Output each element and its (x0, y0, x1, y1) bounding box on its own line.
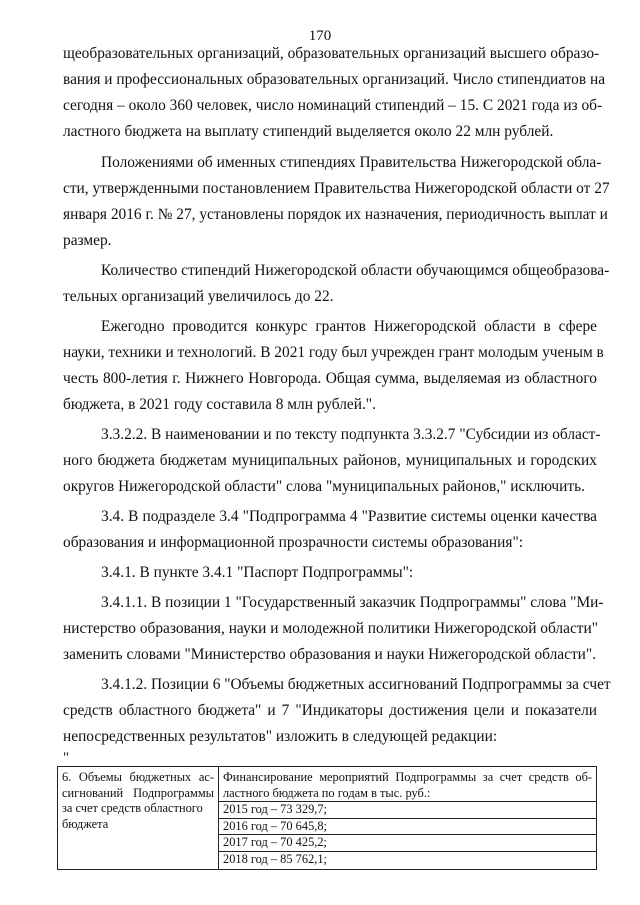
content-line: Финансирование мероприятий Подпрограммы за счет средств об- (223, 770, 592, 784)
year-amount: 2015 год – 73 329,7; (219, 801, 596, 818)
text-line: января 2016 г. № 27, установлены порядок их назначения, периодичность выплат и (63, 206, 608, 223)
text-line: нистерство образования, науки и молодежной политики Нижегородской области" (63, 620, 599, 637)
text-line: вания и профессиональных образовательных организаций. Число стипендиатов на (63, 71, 606, 88)
text-line: 3.4. В подразделе 3.4 "Подпрограмма 4 "Развитие системы оценки качества (101, 508, 597, 525)
text-line: заменить словами "Министерство образования и науки Нижегородской области". (63, 646, 597, 663)
text-line: ластного бюджета на выплату стипендий выделяется около 22 млн рублей. (63, 123, 554, 140)
text-line: образования и информационной прозрачности системы образования": (63, 534, 524, 551)
text-line: Положениями об именных стипендиях Правительства Нижегородской обла- (101, 154, 602, 171)
text-line: щеобразовательных организаций, образовательных организаций высшего образо- (63, 45, 600, 62)
year-amount: 2018 год – 85 762,1; (219, 851, 596, 868)
quote-mark: " (63, 750, 70, 766)
text-line: бюджета, в 2021 году составила 8 млн рублей.". (63, 396, 376, 413)
text-line: сти, утвержденными постановлением Правительства Нижегородской области от 27 (63, 180, 610, 197)
year-amount: 2016 год – 70 645,8; (219, 818, 596, 835)
budget-table (57, 766, 597, 870)
table-row (58, 767, 597, 870)
text-line: размер. (63, 232, 112, 249)
table-content-cell (219, 767, 597, 870)
table-label-cell (58, 767, 219, 870)
text-line: Количество стипендий Нижегородской области обучающимся общеобразова- (101, 262, 610, 279)
label-line: 6. Объемы бюджетных ас- (62, 770, 214, 784)
text-line: ного бюджета бюджетам муниципальных районов, муниципальных и городских (63, 452, 597, 469)
page-number: 170 (308, 28, 332, 44)
label-line: за счет средств областного (62, 801, 203, 815)
text-line: сегодня – около 360 человек, число номинаций стипендий – 15. С 2021 года из об- (63, 97, 603, 114)
text-line: Ежегодно проводится конкурс грантов Нижегородской области в сфере (101, 318, 597, 335)
text-line: науки, техники и технологий. В 2021 году был учрежден грант молодым ученым в (63, 344, 604, 361)
text-line: 3.4.1.2. Позиции 6 "Объемы бюджетных ассигнований Подпрограммы за счет (101, 676, 611, 693)
content-line: ластного бюджета по годам в тыс. руб.: (223, 785, 431, 800)
text-line: средств областного бюджета" и 7 "Индикаторы достижения цели и показатели (63, 702, 597, 719)
text-line: тельных организаций увеличилось до 22. (63, 288, 334, 305)
text-line: округов Нижегородской области" слова "муниципальных районов," исключить. (63, 478, 585, 495)
text-line: 3.3.2.2. В наименовании и по тексту подпункта 3.3.2.7 "Субсидии из област- (101, 426, 601, 443)
text-line: непосредственных результатов" изложить в следующей редакции: (63, 728, 498, 745)
label-line: сигнований Подпрограммы (62, 785, 214, 800)
label-line: бюджета (62, 816, 109, 831)
text-line: 3.4.1.1. В позиции 1 "Государственный заказчик Подпрограммы" слова "Ми- (101, 594, 604, 611)
text-line: честь 800-летия г. Нижнего Новгорода. Общая сумма, выделяемая из областного (63, 370, 597, 387)
year-amount: 2017 год – 70 425,2; (219, 834, 596, 851)
text-line: 3.4.1. В пункте 3.4.1 "Паспорт Подпрограммы": (101, 564, 414, 581)
